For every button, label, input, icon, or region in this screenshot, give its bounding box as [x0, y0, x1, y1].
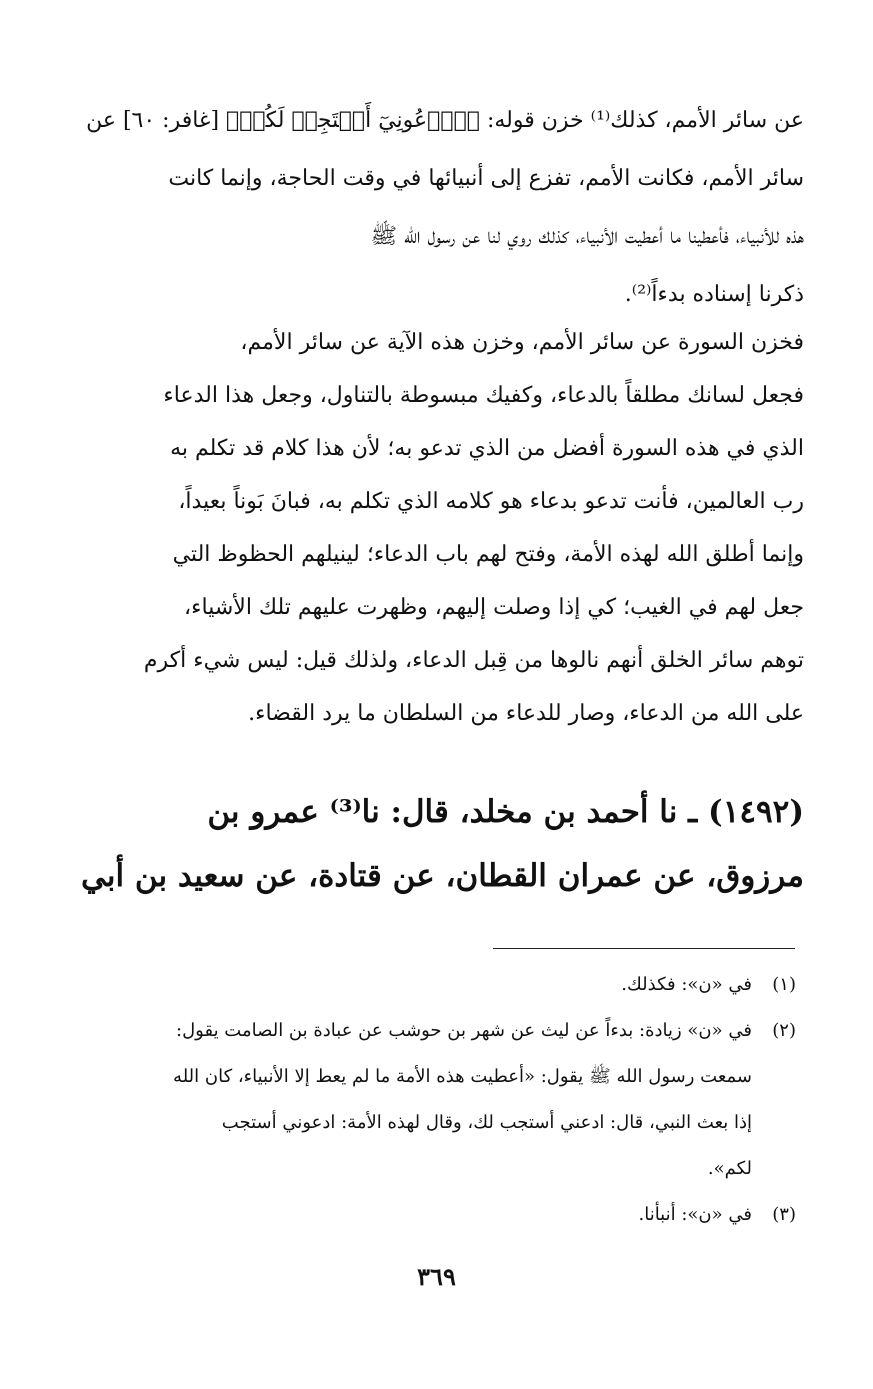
footnote-line: في «ن» زيادة: بدءاً عن ليث عن شهر بن حوشب عن عبادة بن الصامت يقول:	[176, 1020, 752, 1041]
text-line: فخزن السورة عن سائر الأمم، وخزن هذه الآية عن سائر الأمم،	[240, 330, 804, 355]
footnote-1	[80, 962, 796, 1008]
footnote-line: إذا بعث النبي، قال: ادعني أستجب لك، وقال لهذه الأمة: ادعوني أستجب	[221, 1112, 752, 1133]
text-line: رب العالمين، فأنت تدعو بدعاء هو كلامه الذي تكلم به، فبانَ بَوناً بعيداً،	[178, 489, 804, 514]
footnote-3	[80, 1192, 796, 1238]
footnote-text	[80, 962, 752, 1008]
footnote-line: لكم».	[707, 1158, 752, 1179]
footnote-number: (١)	[772, 974, 796, 995]
footnote-line: في «ن»: أنبأنا.	[638, 1204, 752, 1225]
text-line: الذي في هذه السورة أفضل من الذي تدعو به؛ لأن هذا كلام قد تكلم به	[170, 436, 804, 461]
hadith-line: (١٤٩٢) ـ نا أحمد بن مخلد، قال: نا⁽³⁾ عمرو بن	[207, 794, 804, 830]
footnotes	[80, 962, 796, 1238]
footnote-text	[80, 1008, 752, 1192]
hadith-chain	[81, 780, 804, 908]
footnote-number: (٢)	[772, 1020, 796, 1041]
text-line: هذه للأنبياء، فأعطينا ما أعطيت الأنبياء، كذلك روي لنا عن رسول الله ﷺ	[370, 224, 804, 249]
footnote-line: في «ن»: فكذلك.	[621, 974, 752, 995]
footnote-2	[80, 1008, 796, 1192]
text-line: على الله من الدعاء، وصار للدعاء من السلطان ما يرد القضاء.	[248, 701, 804, 726]
footnote-number: (٣)	[772, 1204, 796, 1225]
text-line: فجعل لسانك مطلقاً بالدعاء، وكفيك مبسوطة بالتناول، وجعل هذا الدعاء	[163, 383, 804, 408]
text-line: سائر الأمم، فكانت الأمم، تفزع إلى أنبيائها في وقت الحاجة، وإنما كانت	[168, 166, 804, 191]
footnote-separator	[493, 948, 795, 949]
text-line: وإنما أطلق الله لهذه الأمة، وفتح لهم باب الدعاء؛ لينيلهم الحظوظ التي	[172, 542, 804, 567]
page-number: ٣٦٩	[417, 1262, 456, 1291]
text-line: جعل لهم في الغيب؛ كي إذا وصلت إليهم، وظهرت عليهم تلك الأشياء،	[184, 595, 804, 620]
paragraph-1	[86, 92, 804, 324]
paragraph-2	[92, 316, 804, 740]
text-line: عن سائر الأمم، كذلك⁽¹⁾ خزن قوله: ﴿ٱدۡعُونِيٓ أَسۡتَجِبۡ لَكُمۡ﴾ [غافر: ٦٠] عن	[86, 108, 804, 133]
hadith-line: مرزوق، عن عمران القطان، عن قتادة، عن سعيد بن أبي	[81, 858, 804, 894]
text-line: توهم سائر الخلق أنهم نالوها من قِبل الدعاء، ولذلك قيل: ليس شيء أكرم	[143, 648, 804, 673]
text-line: ذكرنا إسناده بدءاً⁽²⁾.	[624, 282, 804, 307]
footnote-text	[80, 1192, 752, 1238]
footnote-line: سمعت رسول الله ﷺ يقول: «أعطيت هذه الأمة ما لم يعط إلا الأنبياء، كان الله	[173, 1066, 752, 1087]
